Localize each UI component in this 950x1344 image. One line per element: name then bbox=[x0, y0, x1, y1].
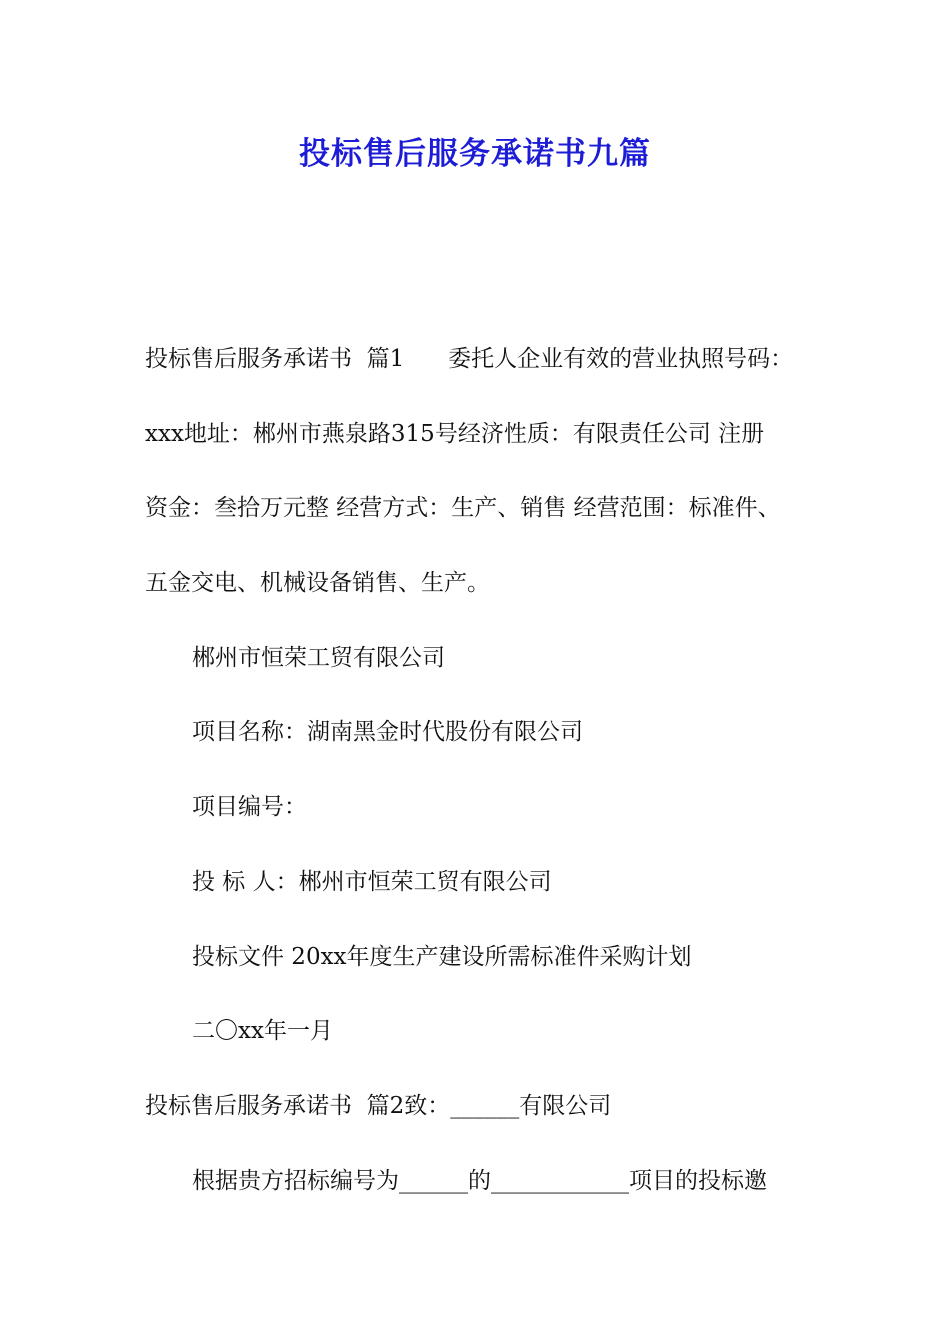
project-number-line: 项目编号： bbox=[192, 794, 307, 820]
section-2-heading-line: 投标售后服务承诺书 篇2致：______有限公司 bbox=[145, 1093, 612, 1119]
body-line-4: 五金交电、机械设备销售、生产。 bbox=[145, 570, 490, 596]
date-line: 二〇xx年一月 bbox=[192, 1018, 333, 1044]
body-line-3: 资金：叁拾万元整 经营方式：生产、销售 经营范围：标准件、 bbox=[145, 495, 781, 521]
company-name-line: 郴州市恒荣工贸有限公司 bbox=[192, 645, 445, 671]
document-title: 投标售后服务承诺书九篇 bbox=[299, 136, 651, 172]
body-line-1: 投标售后服务承诺书 篇1 委托人企业有效的营业执照号码： bbox=[145, 346, 794, 372]
project-name-line: 项目名称：湖南黑金时代股份有限公司 bbox=[192, 719, 583, 745]
section-2-body-line: 根据贵方招标编号为______的____________项目的投标邀 bbox=[192, 1168, 767, 1194]
bidder-line: 投 标 人：郴州市恒荣工贸有限公司 bbox=[192, 869, 552, 895]
body-line-2: xxx地址：郴州市燕泉路315号经济性质：有限责任公司 注册 bbox=[145, 421, 765, 447]
bid-document-line: 投标文件 20xx年度生产建设所需标准件采购计划 bbox=[192, 944, 692, 970]
